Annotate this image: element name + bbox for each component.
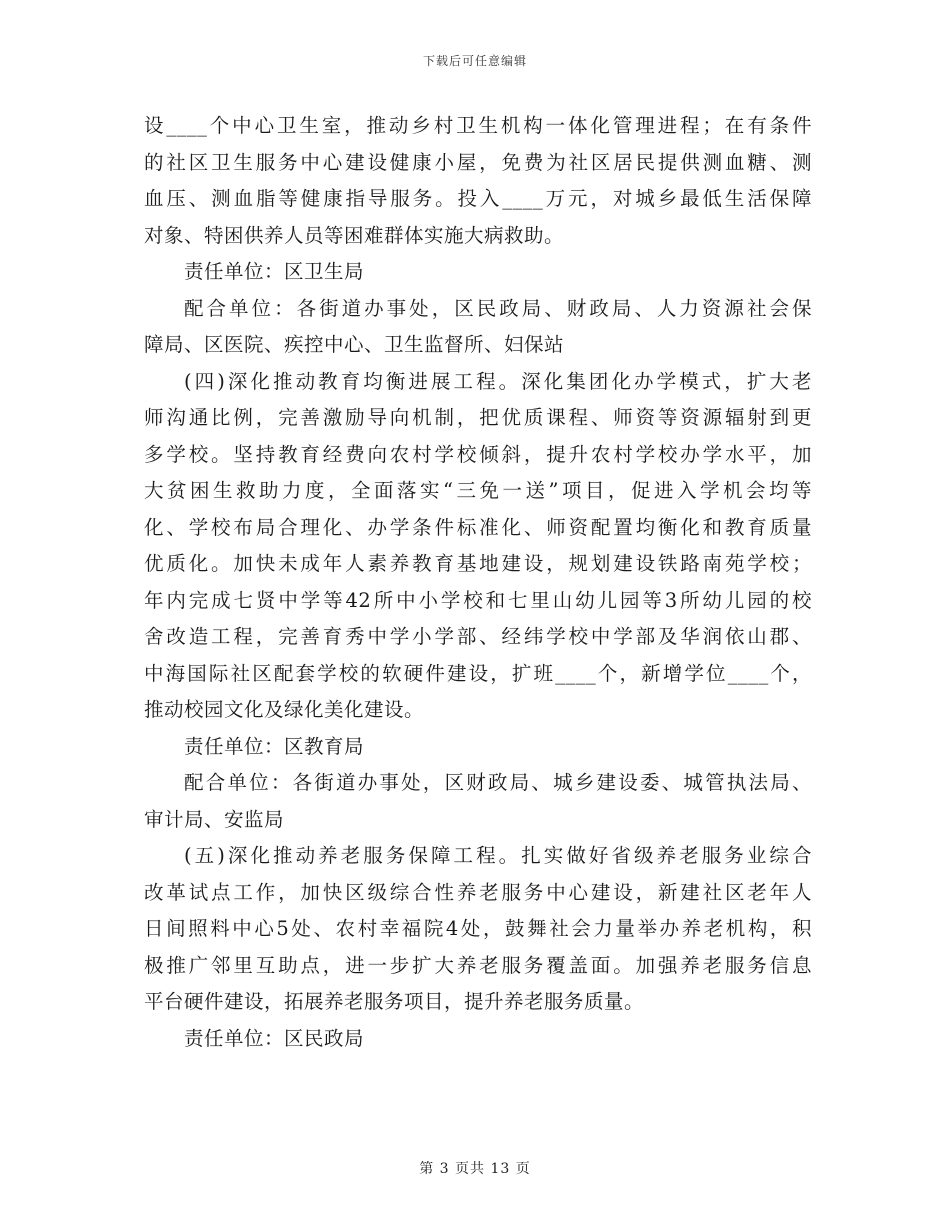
page-number: 第 3 页共 13 页 — [419, 1161, 531, 1177]
text-line: 的社区卫生服务中心建设健康小屋，免费为社区居民提供测血糖、测 — [144, 150, 812, 174]
text-line: 责任单位：区民政局 — [184, 1026, 365, 1050]
text-line: 中海国际社区配套学校的软硬件建设，扩班____个，新增学位____个， — [144, 661, 812, 685]
text-line: 推动校园文化及绿化美化建设。 — [144, 698, 425, 721]
text-line: 配合单位：各街道办事处，区民政局、财政局、人力资源社会保 — [184, 296, 812, 320]
text-line: 责任单位：区教育局 — [184, 734, 365, 758]
document-body — [144, 108, 812, 1057]
text-line: 多学校。坚持教育经费向农村学校倾斜，提升农村学校办学水平，加 — [144, 442, 812, 466]
text-line: 改革试点工作，加快区级综合性养老服务中心建设，新建社区老年人 — [144, 880, 812, 904]
text-line: 设____个中心卫生室，推动乡村卫生机构一体化管理进程；在有条件 — [144, 114, 812, 137]
text-line: 配合单位：各街道办事处，区财政局、城乡建设委、城管执法局、 — [184, 771, 812, 794]
text-line: 对象、特困供养人员等困难群体实施大病救助。 — [144, 223, 565, 247]
text-line: 舍改造工程，完善育秀中学小学部、经纬学校中学部及华润依山郡、 — [144, 625, 812, 648]
text-line: 年内完成七贤中学等42所中小学校和七里山幼儿园等3所幼儿园的校 — [144, 588, 812, 612]
text-line: 责任单位：区卫生局 — [184, 260, 365, 283]
text-line: 审计局、安监局 — [144, 807, 285, 831]
text-line: 血压、测血脂等健康指导服务。投入____万元，对城乡最低生活保障 — [144, 187, 812, 210]
text-line: (四)深化推动教育均衡进展工程。深化集团化办学模式，扩大老 — [184, 369, 812, 393]
text-line: 优质化。加快未成年人素养教育基地建设，规划建设铁路南苑学校； — [144, 552, 812, 575]
text-line: 日间照料中心5处、农村幸福院4处，鼓舞社会力量举办养老机构，积 — [144, 917, 812, 940]
text-line: 平台硬件建设，拓展养老服务项目，提升养老服务质量。 — [144, 990, 645, 1013]
text-line: 师沟通比例，完善激励导向机制，把优质课程、师资等资源辐射到更 — [144, 406, 812, 429]
text-line: 大贫困生救助力度，全面落实“三免一送”项目，促进入学机会均等 — [144, 479, 812, 502]
text-line: 极推广邻里互助点，进一步扩大养老服务覆盖面。加强养老服务信息 — [144, 953, 812, 977]
text-line: 化、学校布局合理化、办学条件标准化、师资配置均衡化和教育质量 — [144, 515, 812, 539]
text-line: (五)深化推动养老服务保障工程。扎实做好省级养老服务业综合 — [184, 844, 812, 867]
text-line: 障局、区医院、疾控中心、卫生监督所、妇保站 — [144, 333, 565, 356]
page-header: 下载后可任意编辑 — [422, 54, 527, 68]
